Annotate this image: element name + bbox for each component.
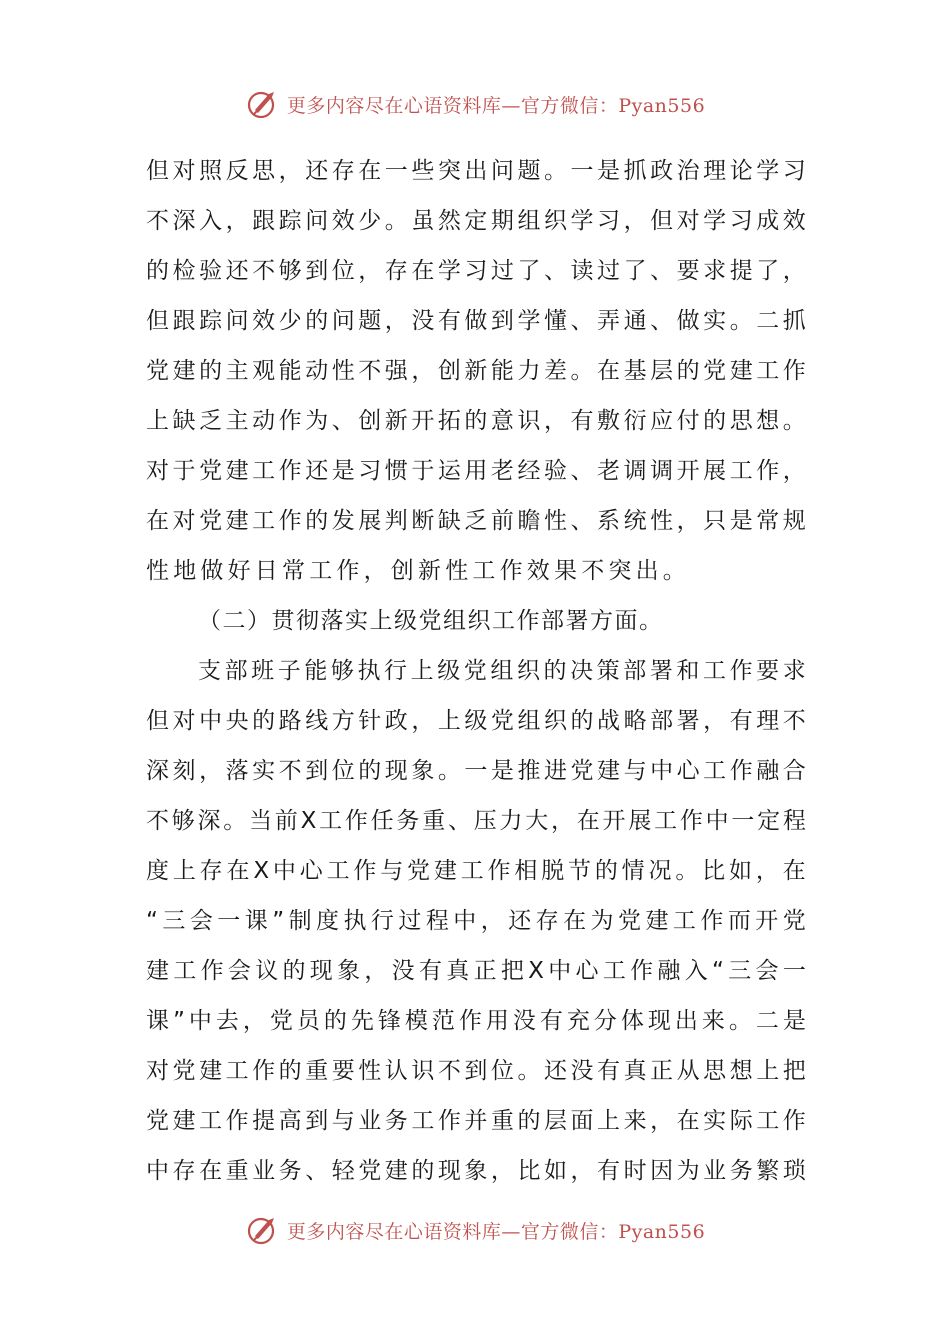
text-line: 上 缺 乏 主 动 作 为 、 创 新 开 拓 的 意 识 ， 有 敷 衍 应 付 的 思 想 。 bbox=[146, 408, 806, 434]
banner-text: 更多内容尽在心语资料库—官方微信：Pyan556 bbox=[286, 1220, 706, 1243]
text-line: 党 建 工 作 提 高 到 与 业 务 工 作 并 重 的 层 面 上 来 ， 在 实 际 工 作 bbox=[146, 1108, 806, 1134]
text-line: 性地做好日常工作，创新性工作效果不突出。 bbox=[146, 558, 690, 584]
pen-logo-icon bbox=[245, 1212, 281, 1248]
text-line: 对 于 党 建 工 作 还 是 习 惯 于 运 用 老 经 验 、 老 调 调 开 展 工 作 ， bbox=[146, 458, 806, 484]
text-line: 中 存 在 重 业 务 、 轻 党 建 的 现 象 ， 比 如 ， 有 时 因 为 业 务 繁 琐 bbox=[146, 1158, 806, 1184]
text-line: 但 对 中 央 的 路 线 方 针 政 ， 上 级 党 组 织 的 战 略 部 署 ， 有 理 不 bbox=[146, 708, 806, 734]
banner-text: 更多内容尽在心语资料库—官方微信：Pyan556 bbox=[286, 94, 706, 117]
text-line: 课 ” 中 去 ， 党 员 的 先 锋 模 范 作 用 没 有 充 分 体 现 出 来 。 二 是 bbox=[146, 1008, 806, 1034]
pen-logo-icon bbox=[245, 86, 281, 122]
text-line: 不 深 入 ， 跟 踪 问 效 少 。 虽 然 定 期 组 织 学 习 ， 但 对 学 习 成 效 bbox=[146, 208, 806, 234]
text-line: 度 上 存 在 X 中 心 工 作 与 党 建 工 作 相 脱 节 的 情 况 。 比 如 ， 在 bbox=[146, 858, 806, 884]
text-line: 深 刻 ， 落 实 不 到 位 的 现 象 。 一 是 推 进 党 建 与 中 心 工 作 融 合 bbox=[146, 758, 806, 784]
text-line: （二）贯彻落实上级党组织工作部署方面。 bbox=[198, 608, 664, 634]
text-line: 在 对 党 建 工 作 的 发 展 判 断 缺 乏 前 瞻 性 、 系 统 性 ， 只 是 常 规 bbox=[146, 508, 806, 534]
text-line: 对 党 建 工 作 的 重 要 性 认 识 不 到 位 。 还 没 有 真 正 从 思 想 上 把 bbox=[146, 1058, 806, 1084]
text-line: 但 跟 踪 问 效 少 的 问 题 ， 没 有 做 到 学 懂 、 弄 通 、 做 实 。 二 抓 bbox=[146, 308, 806, 334]
text-line: 支 部 班 子 能 够 执 行 上 级 党 组 织 的 决 策 部 署 和 工 作 要 求 bbox=[198, 658, 806, 684]
text-line: “ 三 会 一 课 ” 制 度 执 行 过 程 中 ， 还 存 在 为 党 建 工 作 而 开 党 bbox=[146, 908, 806, 934]
text-line: 党 建 的 主 观 能 动 性 不 强 ， 创 新 能 力 差 。 在 基 层 的 党 建 工 作 bbox=[146, 358, 806, 384]
document-body bbox=[146, 146, 806, 1196]
text-line: 不 够 深 。 当 前 X 工 作 任 务 重 、 压 力 大 ， 在 开 展 工 作 中 一 定 程 bbox=[146, 808, 806, 834]
text-line: 建 工 作 会 议 的 现 象 ， 没 有 真 正 把 X 中 心 工 作 融 入 “ 三 会 一 bbox=[146, 958, 806, 984]
text-line: 但 对 照 反 思 ， 还 存 在 一 些 突 出 问 题 。 一 是 抓 政 治 理 论 学 习 bbox=[146, 158, 806, 184]
footer-banner bbox=[0, 1210, 950, 1250]
header-banner bbox=[0, 84, 950, 124]
text-line: 的 检 验 还 不 够 到 位 ， 存 在 学 习 过 了 、 读 过 了 、 要 求 提 了 ， bbox=[146, 258, 806, 284]
